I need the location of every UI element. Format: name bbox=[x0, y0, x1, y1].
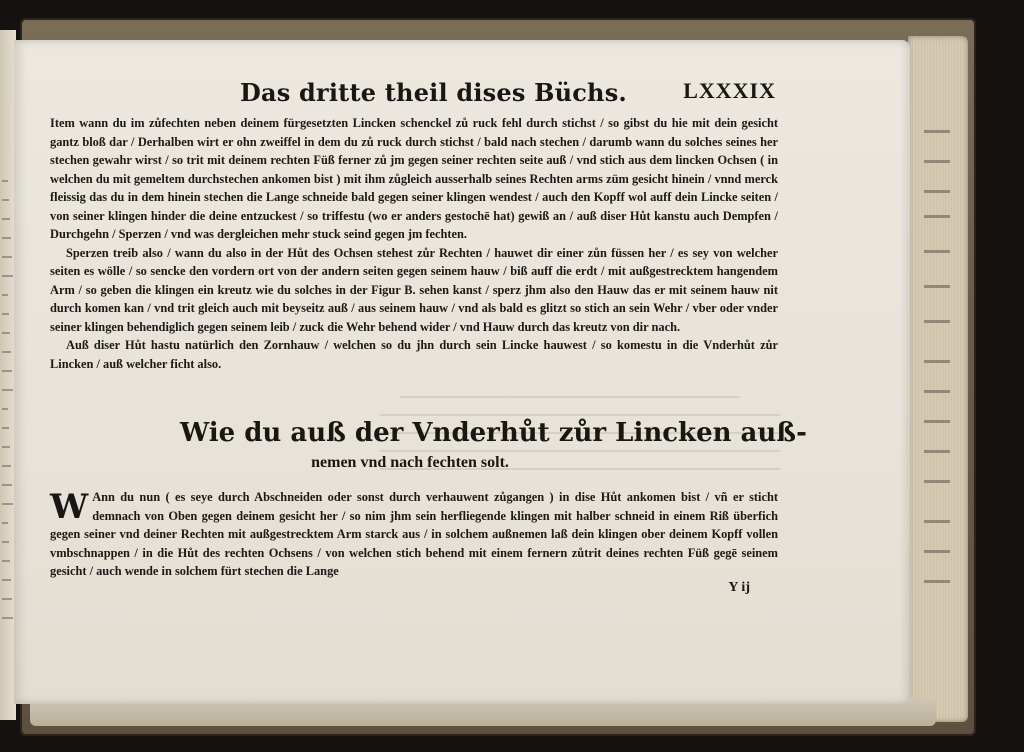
previous-page-text-mark bbox=[2, 484, 12, 486]
previous-page-text-mark bbox=[2, 275, 13, 277]
previous-page-text-mark bbox=[2, 313, 9, 315]
paragraph: Ann du nun ( es seye durch Abschneiden oder sonst durch verhauwent zůgangen ) in dise Hůt ankomen bist / vñ er sticht demnach von Oben gegen deinem gesicht her / so nim jhm sein herfliegende klingen mit halber schneid in einem Riß überfich gegen seiner vnd deiner Rechten mit außgestrecktem Arm starck aus / in solchem außnemen laß dein klingen ober deinem Kopff vollen vmbschnappen / in die Hůt des rechten Ochsens / von welchen stich behend mit einem fernern zůtrit deines rechten Füß gegē seinem gesicht / auch wende in solchem fürt stechen die Lange bbox=[50, 490, 778, 579]
show-through-line bbox=[380, 414, 780, 416]
previous-page-text-mark bbox=[2, 541, 9, 543]
fore-edge-tab bbox=[924, 285, 950, 288]
previous-page-text-mark bbox=[2, 218, 10, 220]
paragraph: Sperzen treib also / wann du also in der Hůt des Ochsen stehest zůr Rechten / hauwet dir einer zůn füssen her / es sey von welcher seiten es wölle / so sencke den vordern ort von der andern seiten gegen seinem hauw / biß auff die erdt / mit außgestrecktem hangendem Arm / so geben die klingen ein kreutz wie du solches in der Figur B. sehen kanst / sperz jhm also den Hauw das er mit seinem hauw nit durch komen kan / vnd trit gleich auch mit beyseitz auß / aus seinem hauw / vnd als bald es glitzt so stich an sein Wehr / vber oder vnder seiner klingen behendiglich gegen seinem leib / zuck die Wehr behend wider / vnd Hauw durch das kreutz von dir nach. bbox=[50, 245, 778, 334]
fore-edge-tab bbox=[924, 390, 950, 393]
fore-edge-tab bbox=[924, 550, 950, 553]
paragraph: Auß diser Hůt hastu natürlich den Zornhauw / welchen so du jhn durch sein Lincke hauwest / so komestu in die Vnderhůt zůr Lincken / auß welcher ficht also. bbox=[50, 338, 778, 371]
previous-page-text-mark bbox=[2, 332, 10, 334]
previous-page-text-mark bbox=[2, 427, 9, 429]
fore-edge-tab bbox=[924, 160, 950, 163]
fore-edge-tab bbox=[924, 480, 950, 483]
fore-edge-tab bbox=[924, 190, 950, 193]
fore-edge-tab bbox=[924, 520, 950, 523]
section-heading-line-2: nemen vnd nach fechten solt. bbox=[311, 454, 509, 471]
paragraph: Item wann du im zůfechten neben deinem fürgesetzten Lincken schenckel zů ruck fehl durch stichst / so gibst du hie mit dein gesicht gantz bloß dar / Derhalben wirt er ohn zweiffel in dem du zů ruck durch stichst / bald nach stechen / darumb wann du solches seines her stechen gewahr wirst / so trit mit deinem rechten Füß ferner zů jm gegen seiner rechten seite auß / vnd stich aus dem lincken Ochsen ( in welchen du mit gemeltem durchstechen ankomen bist ) mit ihm zůgleich ausserhalb seines Rechten arms züm gesicht hinein / vnnd merck fleissig das du in dem hinein stechen die Lange schneide bald gegen seiner klingen wendest / auch den Kopff wol auff dein Lincke seiten / von seiner klingen hinder die deine entzuckest / so triffestu (wo er anders gestochē hat) gewiß an / auß diser Hůt kanstu auch Dempfen / Durchgehn / Sperzen / vnd was dergleichen mehr stuck seind gegen jm fechten. bbox=[50, 116, 778, 241]
folio-number: LXXXIX bbox=[683, 78, 776, 103]
previous-page-text-mark bbox=[2, 446, 10, 448]
previous-page-text-mark bbox=[2, 579, 11, 581]
show-through-line bbox=[380, 450, 780, 452]
show-through-line bbox=[400, 396, 740, 398]
previous-page-text-mark bbox=[2, 389, 13, 391]
previous-page-text-marks bbox=[2, 180, 14, 640]
previous-page-text-mark bbox=[2, 237, 11, 239]
signature-mark: Y ij bbox=[728, 580, 750, 595]
previous-page-text-mark bbox=[2, 294, 8, 296]
fore-edge-tabs bbox=[924, 120, 954, 600]
body-text-block-1 bbox=[50, 114, 778, 373]
previous-page-text-mark bbox=[2, 370, 12, 372]
previous-page-text-mark bbox=[2, 351, 11, 353]
running-head: Das dritte theil dises Büchs. bbox=[240, 78, 627, 107]
previous-page-text-mark bbox=[2, 560, 10, 562]
previous-page-text-mark bbox=[2, 598, 12, 600]
previous-page-text-mark bbox=[2, 256, 12, 258]
section-heading-line-1: Wie du auß der Vnderhůt zůr Lincken auß- bbox=[180, 418, 807, 448]
fore-edge-tab bbox=[924, 320, 950, 323]
fore-edge-tab bbox=[924, 450, 950, 453]
fore-edge-tab bbox=[924, 215, 950, 218]
previous-page-text-mark bbox=[2, 617, 13, 619]
previous-page-text-mark bbox=[2, 522, 8, 524]
previous-page-text-mark bbox=[2, 465, 11, 467]
fore-edge-tab bbox=[924, 420, 950, 423]
previous-page-text-mark bbox=[2, 180, 8, 182]
previous-page-text-mark bbox=[2, 199, 9, 201]
body-text-block-2 bbox=[50, 488, 778, 581]
fore-edge-tab bbox=[924, 580, 950, 583]
previous-page-text-mark bbox=[2, 408, 8, 410]
fore-edge-tab bbox=[924, 360, 950, 363]
initial-letter: W bbox=[50, 487, 89, 527]
previous-page-text-mark bbox=[2, 503, 13, 505]
fore-edge-tab bbox=[924, 250, 950, 253]
fore-edge-tab bbox=[924, 130, 950, 133]
